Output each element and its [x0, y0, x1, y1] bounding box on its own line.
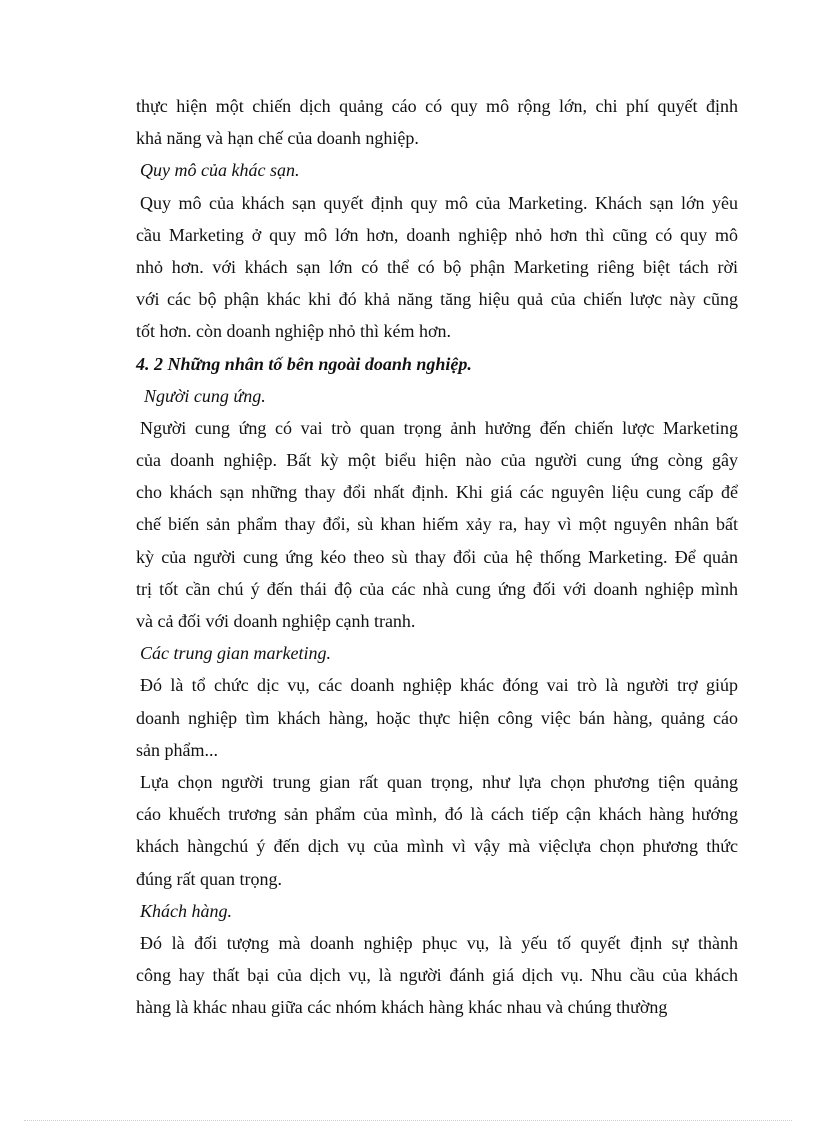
- body-line: thực hiện một chiến dịch quảng cáo có quy mô rộng lớn, chi phí quyết định: [136, 96, 738, 116]
- body-line: trị tốt cần chú ý đến thái độ của các nhà cung ứng đối với doanh nghiệp mình: [136, 578, 738, 599]
- body-line: nhỏ hơn. với khách sạn lớn có thể có bộ phận Marketing riêng biệt tách rời: [136, 256, 738, 277]
- body-line: Lựa chọn người trung gian rất quan trọng, như lựa chọn phương tiện quảng: [140, 771, 738, 792]
- section-heading-external-factors: 4. 2 Những nhân tố bên ngoài doanh nghiệp.: [136, 353, 472, 374]
- body-line: Người cung ứng có vai trò quan trọng ảnh hưởng đến chiến lược Marketing: [140, 417, 738, 438]
- body-line: doanh nghiệp tìm khách hàng, hoặc thực hiện công việc bán hàng, quảng cáo: [136, 707, 738, 728]
- document-body: [136, 90, 738, 1023]
- body-line: cho khách sạn những thay đổi nhất định. Khi giá các nguyên liệu cung cấp để: [136, 482, 738, 503]
- body-line: Đó là đối tượng mà doanh nghiệp phục vụ, là yếu tố quyết định sự thành: [140, 932, 738, 953]
- body-line: sản phẩm...: [136, 739, 218, 760]
- body-line: kỳ của người cung ứng kéo theo sù thay đổi của hệ thống Marketing. Để quản: [136, 546, 738, 567]
- body-line: và cả đối với doanh nghiệp cạnh tranh.: [136, 611, 416, 631]
- subheading-hotel-scale: Quy mô của khác sạn.: [140, 160, 300, 181]
- body-line: công hay thất bại của dịch vụ, là người đánh giá dịch vụ. Nhu cầu của khách: [136, 965, 738, 986]
- subheading-customers: Khách hàng.: [140, 900, 232, 921]
- body-line: tốt hơn. còn doanh nghiệp nhỏ thì kém hơn.: [136, 321, 451, 342]
- body-line: hàng là khác nhau giữa các nhóm khách hàng khác nhau và chúng thường: [136, 997, 668, 1018]
- body-line: đúng rất quan trọng.: [136, 868, 282, 889]
- page-bottom-rule: [24, 1120, 792, 1121]
- body-line: Quy mô của khách sạn quyết định quy mô của Marketing. Khách sạn lớn yêu: [140, 192, 738, 213]
- subheading-suppliers: Người cung ứng.: [144, 385, 266, 406]
- body-line: khách hàngchú ý đến dịch vụ của mình vì vậy mà việclựa chọn phương thức: [136, 836, 738, 857]
- body-line: khả năng và hạn chế của doanh nghiệp.: [136, 128, 419, 149]
- body-line: với các bộ phận khác khi đó khả năng tăng hiệu quả của chiến lược này cũng: [136, 289, 738, 310]
- body-line: Đó là tổ chức dịc vụ, các doanh nghiệp khác đóng vai trò là người trợ giúp: [140, 675, 738, 696]
- body-line: của doanh nghiệp. Bất kỳ một biểu hiện nào của người cung ứng còng gây: [136, 450, 738, 471]
- body-line: chế biến sản phẩm thay đổi, sù khan hiếm xảy ra, hay vì một nguyên nhân bất: [136, 514, 738, 535]
- body-line: cầu Marketing ở quy mô lớn hơn, doanh nghiệp nhỏ hơn thì cũng có quy mô: [136, 224, 738, 245]
- body-line: cáo khuếch trương sản phẩm của mình, đó là cách tiếp cận khách hàng hướng: [136, 804, 738, 825]
- subheading-marketing-intermediaries: Các trung gian marketing.: [140, 643, 331, 664]
